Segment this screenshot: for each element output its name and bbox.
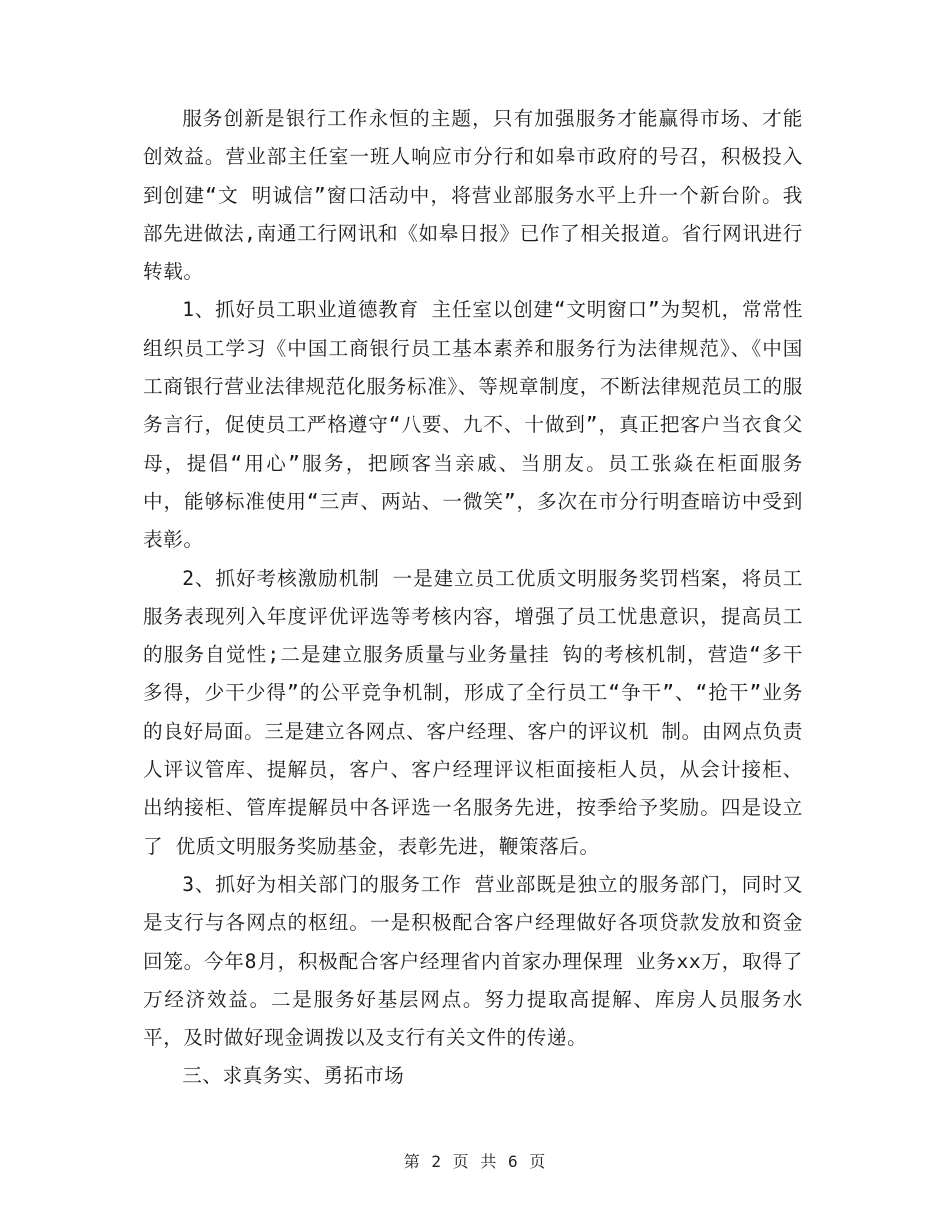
paragraph-incentive-mechanism: 2、抓好考核激励机制 一是建立员工优质文明服务奖罚档案，将员工服务表现列入年度评优评选等考核内容，增强了员工忧患意识，提高员工的服务自觉性;二是建立服务质量与业务量挂 钩的考核机制，营造“多干多得，少干少得”的公平竞争机制，形成了全行员工“争干”、“抢干”业务的良好局面。三是建立各网点、客户经理、客户的评议机 制。由网点负责人评议管库、提解员，客户、客户经理评议柜面接柜人员，从会计接柜、出纳接柜、管库提解员中各评选一名服务先进，按季给予奖励。四是设立了 优质文明服务奖励基金，表彰先进，鞭策落后。 [143,566,803,858]
paragraph-department-service: 3、抓好为相关部门的服务工作 营业部既是独立的服务部门，同时又是支行与各网点的枢纽。一是积极配合客户经理做好各项贷款发放和资金回笼。今年8月，积极配合客户经理省内首家办理保理 业务xx万，取得了 万经济效益。二是服务好基层网点。努力提取高提解、库房人员服务水平，及时做好现金调拨以及支行有关文件的传递。 [143,872,803,1050]
section-heading-market: 三、求真务实、勇拓市场 [182,1064,405,1088]
paragraph-intro: 服务创新是银行工作永恒的主题，只有加强服务才能赢得市场、才能创效益。营业部主任室一班人响应市分行和如皋市政府的号召，积极投入到创建“文 明诚信”窗口活动中，将营业部服务水平上升一个新台阶。我部先进做法,南通工行网讯和《如皋日报》已作了相关报道。省行网讯进行转载。 [143,107,803,284]
document-body [143,100,803,1096]
page-footer: 第 2 页 共 6 页 [403,1152,547,1171]
paragraph-ethics-education: 1、抓好员工职业道德教育 主任室以创建“文明窗口”为契机，常常性组织员工学习《中国工商银行员工基本素养和服务行为法律规范》、《中国工商银行营业法律规范化服务标准》、等规章制度，不断法律规范员工的服务言行，促使员工严格遵守“八要、九不、十做到”，真正把客户当衣食父母，提倡“用心”服务，把顾客当亲戚、当朋友。员工张焱在柜面服务 中，能够标准使用“三声、两站、一微笑”，多次在市分行明查暗访中受到表彰。 [143,298,803,552]
